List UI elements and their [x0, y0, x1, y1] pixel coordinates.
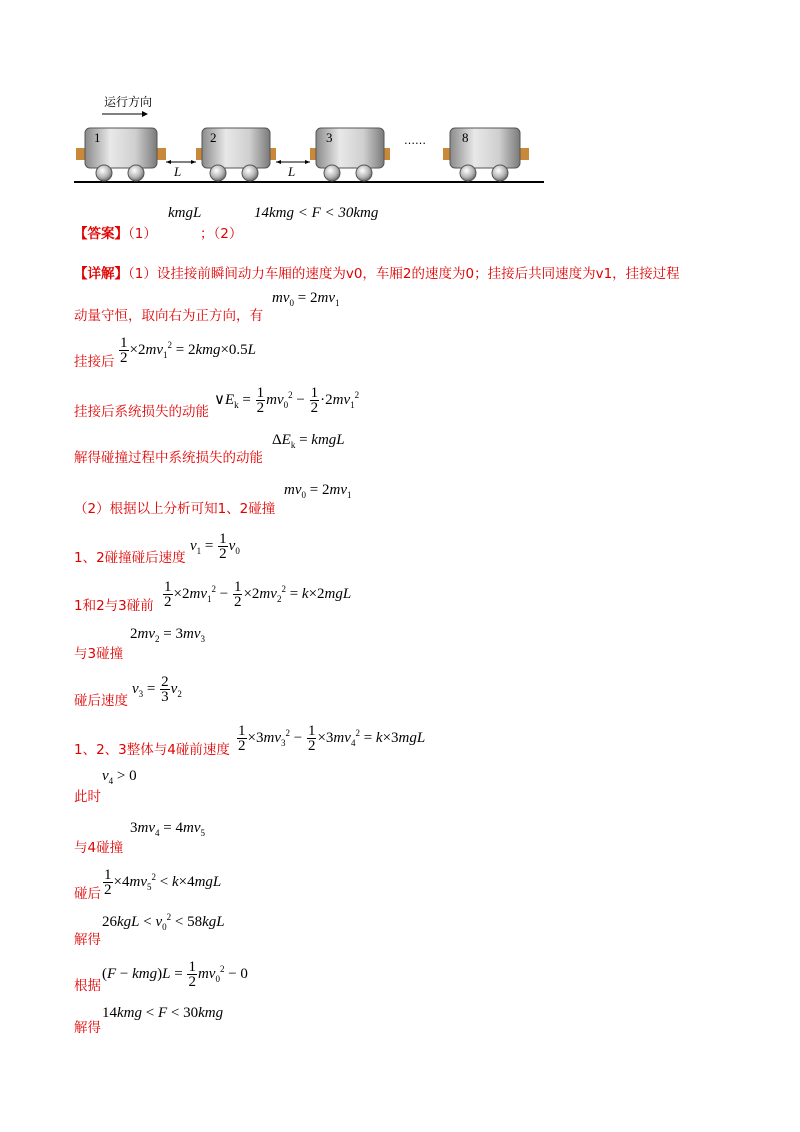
answer-expr-1: kmgL	[168, 205, 202, 221]
eq-v3: $v_3$ = $\frac{2}{3}$ $v_2$	[132, 674, 182, 705]
detail-line-13: 与4碰撞	[74, 840, 124, 856]
train-figure	[70, 90, 550, 190]
car-number: 8	[462, 130, 469, 145]
answer-sep: ；（2）	[200, 226, 243, 242]
answer-tag: 【答案】	[74, 226, 128, 242]
detail-line-7: 1、2碰撞碰后速度	[74, 550, 186, 566]
detail-line-12: 此时	[74, 789, 101, 805]
eq-loss-1: $\vee E_k$ = $\frac{1}{2}$ $mv_0^2$ − $\frac{1}{2}$ $\cdot 2mv_1^2$	[214, 385, 360, 416]
detail-line-11: 1、2、3整体与4碰前速度	[74, 742, 230, 758]
car-1	[76, 128, 166, 181]
detail-line-4: 挂接后系统损失的动能	[74, 404, 209, 420]
eq-v4-positive: $v_4 > 0$	[102, 768, 137, 786]
car-8	[443, 128, 529, 181]
gap-1-2	[166, 160, 196, 179]
car-number: 3	[326, 130, 333, 145]
detail-line-15: 解得	[74, 932, 101, 948]
detail-line-17: 解得	[74, 1020, 101, 1036]
detail-line-1: 【详解】（1）设挂接前瞬间动力车厢的速度为v0，车厢2的速度为0；挂接后共同速度为v1，挂接过程	[74, 266, 680, 282]
detail-line-8: 1和2与3碰前	[74, 598, 154, 614]
gap-label: L	[288, 164, 296, 179]
eq-momentum-4: $3mv_4 = 4mv_5$	[130, 820, 205, 838]
eq-energy-4: $\frac{1}{2}$ $\times 4mv_5^2 < k\times 4mgL$	[104, 867, 222, 898]
answer-expr-2: 14kmg < F < 30kmg	[254, 205, 379, 221]
eq-energy-3: $\frac{1}{2}$ $\times 3mv_3^2$ − $\frac{1}{2}$ $\times 3mv_4^2 = k\times 3mgL$	[238, 723, 426, 754]
detail-line-6: （2）根据以上分析可知1、2碰撞	[74, 501, 276, 517]
eq-v0-range: $26kgL < v_0^2 < 58kgL$	[102, 912, 225, 932]
detail-line-5: 解得碰撞过程中系统损失的动能	[74, 450, 263, 466]
eq-final: 14kmg < F < 30kmg	[102, 1005, 224, 1021]
eq-momentum-2: $mv_0 = 2mv_1$	[284, 482, 352, 500]
detail-line-3: 挂接后	[74, 354, 115, 370]
answer-part1: （1）	[128, 226, 157, 242]
eq-momentum-1: $mv_0 = 2mv_1$	[272, 290, 340, 308]
eq-loss-2: $\Delta E_k$ = kmgL	[272, 432, 345, 450]
car-number: 1	[94, 130, 101, 145]
eq-energy-1: $\frac{1}{2}$ $\times 2mv_1^2 = 2kmg\times 0.5L$	[120, 335, 257, 366]
eq-momentum-3: $2mv_2 = 3mv_3$	[130, 626, 205, 644]
eq-v1: $v_1$ = $\frac{1}{2}$ $v_0$	[190, 531, 240, 562]
ellipsis: ……	[404, 134, 426, 147]
detail-tag: 【详解】	[74, 266, 128, 282]
detail-line-10: 碰后速度	[74, 693, 128, 709]
detail-line-9: 与3碰撞	[74, 646, 124, 662]
car-number: 2	[210, 130, 217, 145]
direction-label: 运行方向	[104, 95, 153, 109]
detail-line-2: 动量守恒，取向右为正方向，有	[74, 308, 263, 324]
gap-2-3	[276, 160, 310, 179]
gap-label: L	[174, 164, 182, 179]
car-2	[196, 128, 276, 181]
car-3	[310, 128, 390, 181]
detail-line-14: 碰后	[74, 886, 101, 902]
eq-work-energy: (F − kmg)L = $\frac{1}{2}$ $mv_0^2 - 0$	[102, 959, 248, 990]
answer-line	[74, 222, 157, 242]
eq-energy-2: $\frac{1}{2}$ $\times 2mv_1^2$ − $\frac{1}{2}$ $\times 2mv_2^2 = k\times 2mgL$	[164, 579, 352, 610]
detail-line-16: 根据	[74, 978, 101, 994]
